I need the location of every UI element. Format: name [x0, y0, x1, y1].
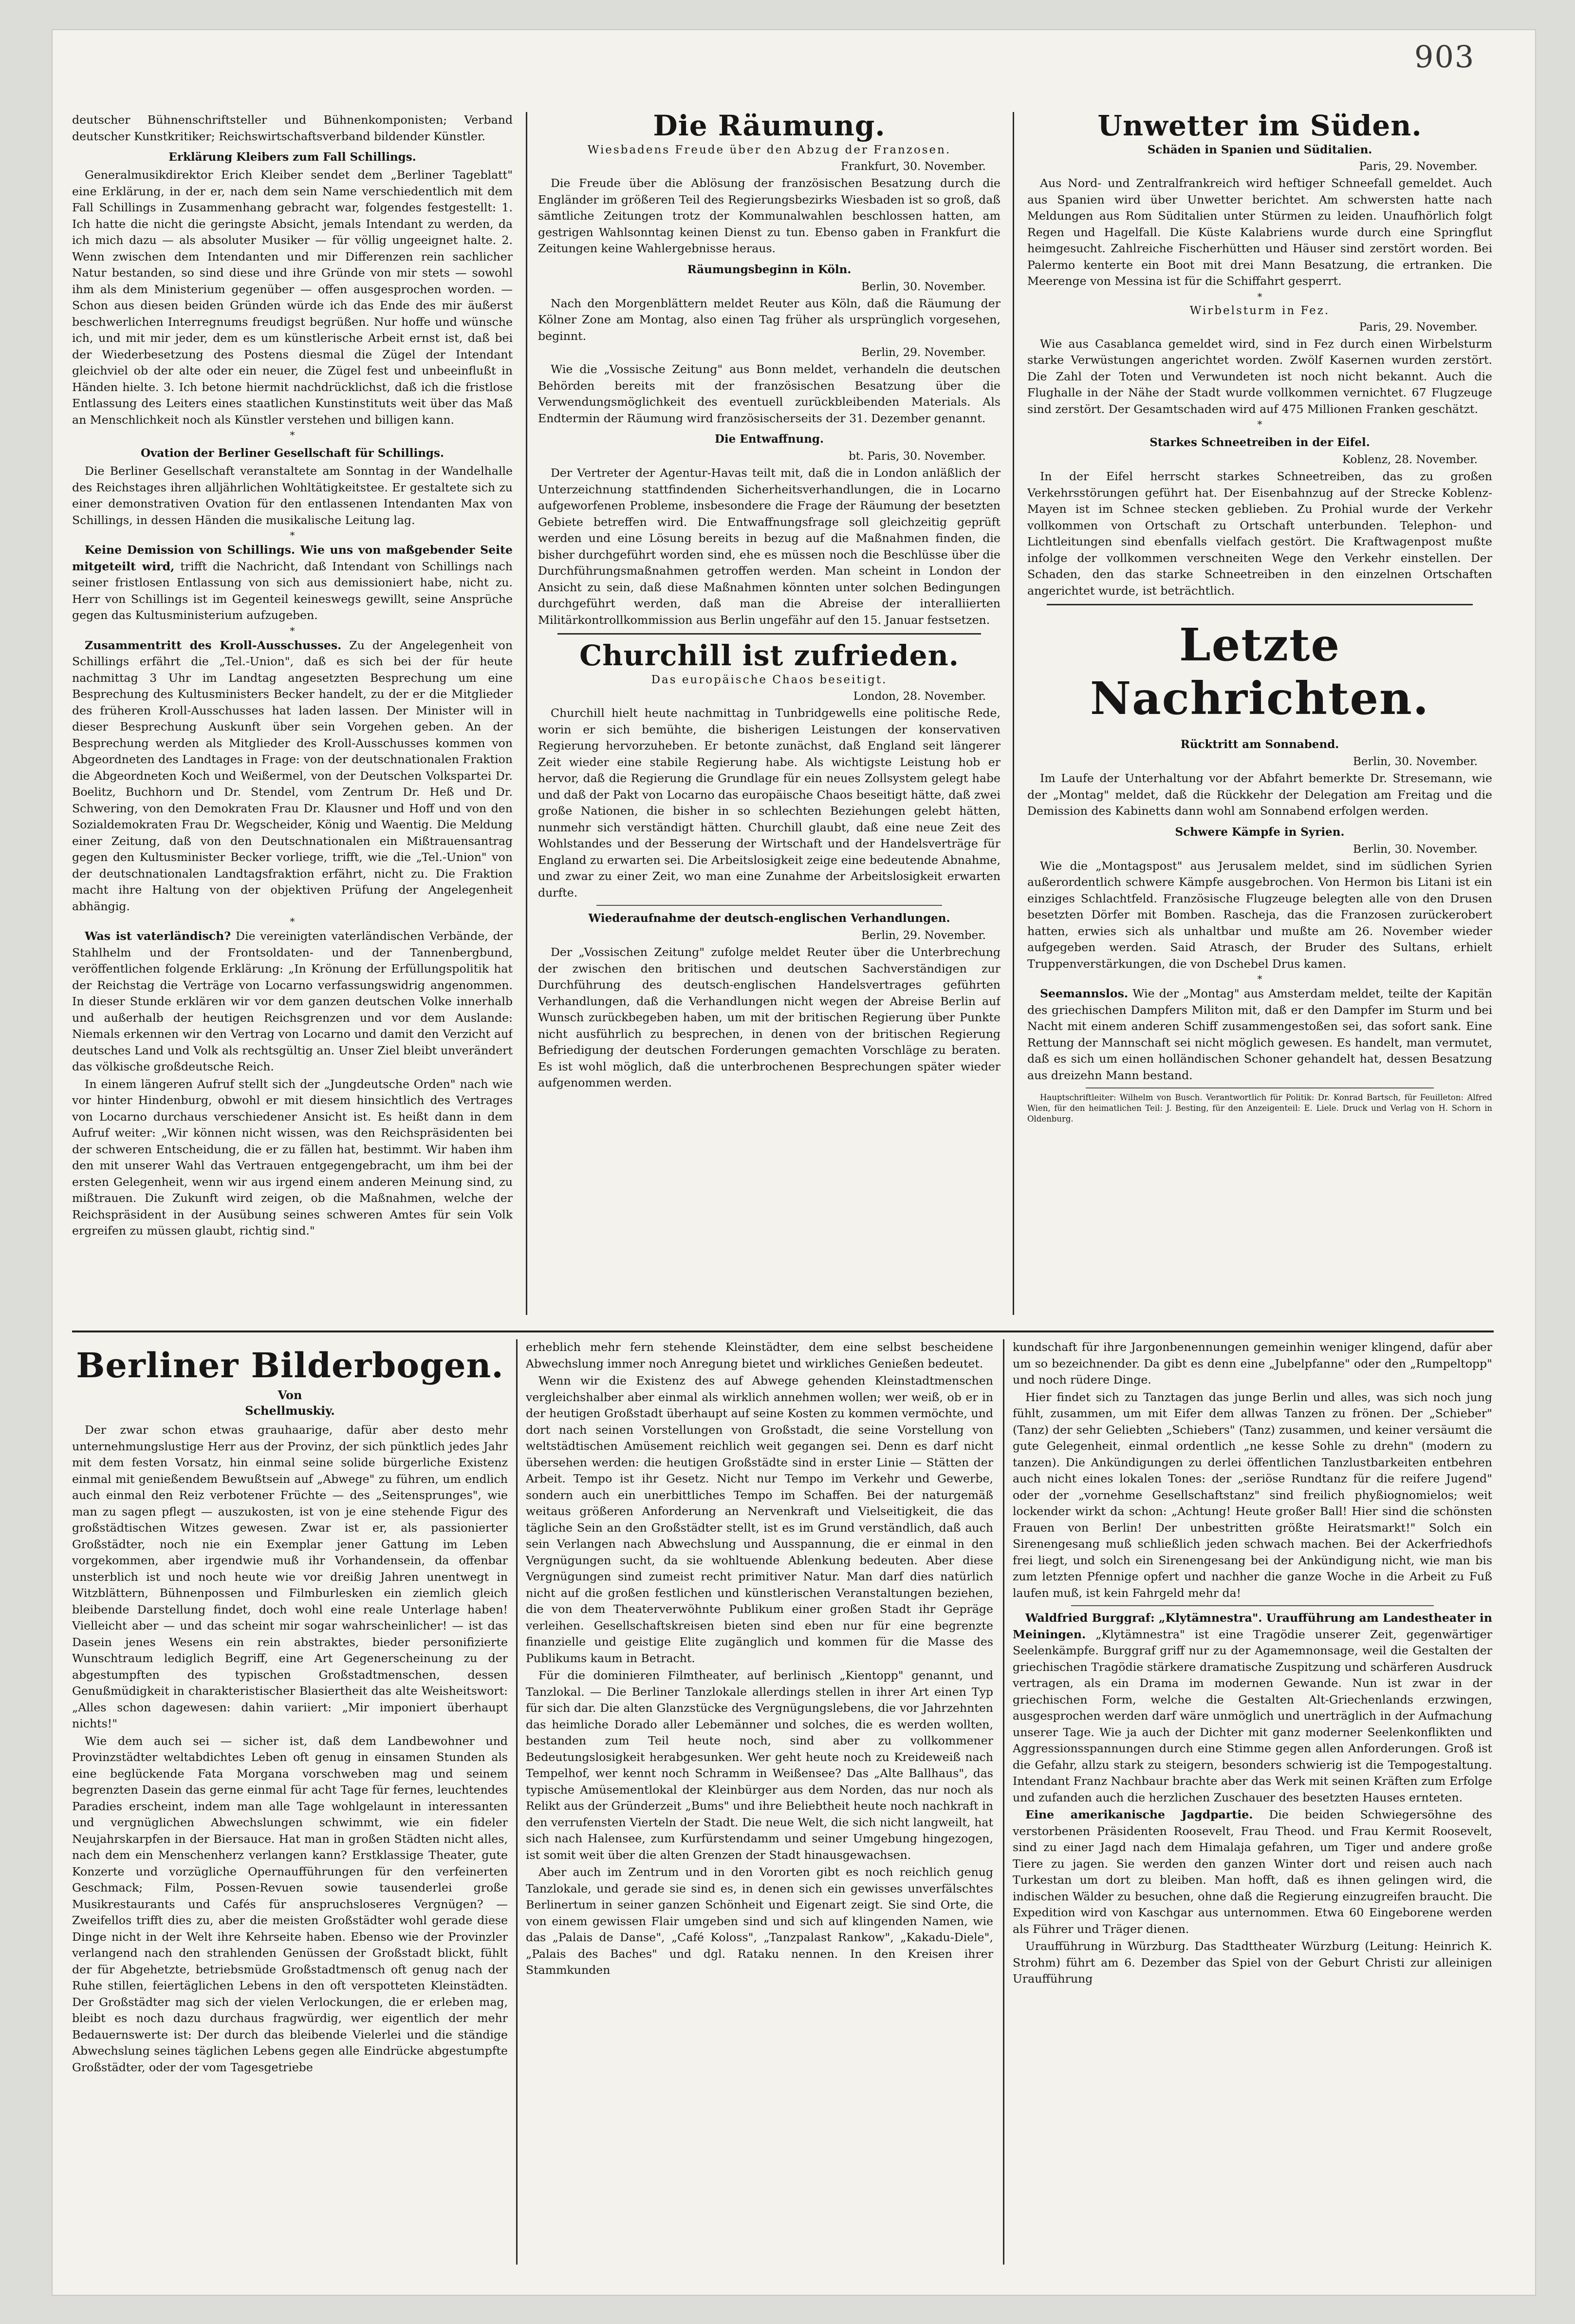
syrien-dateline: Berlin, 30. November.	[1353, 843, 1478, 856]
koeln-text-2: Wie die „Vossische Zeitung" aus Bonn meldet, verhandeln die deutschen Behörden bereits mit der französischen Besatzung über die Verwendungsmöglichkeit des eventuell zurückbleibenden Materials. Als Endtermin der Räumung wird französischerseits der 31. Dezember genannt.	[538, 362, 1001, 425]
koeln-title: Räumungsbeginn in Köln.	[687, 262, 852, 276]
fez-dateline: Paris, 29. November.	[1359, 320, 1478, 334]
eifel-title: Starkes Schneetreiben in der Eifel.	[1149, 436, 1370, 449]
bilderbogen-author: Schellmuskiy.	[245, 1404, 335, 1418]
jagdpartie-text: Die beiden Schwiegersöhne des verstorbenen Präsidenten Roosevelt, Frau Theod. und Frau Kermit Roosevelt, sind zu einer Jagd nach dem Himalaja gefahren, um Tiger und andere große Tiere zu jagen. Sie werden den ganzen Winter dort und reisen auch nach Turkestan um dort zu bleiben. Man hofft, daß es ihnen gelingen wird, die indischen Wälder zu besuchen, ohne daß die Regierung einzugreifen braucht. Die Expedition wird von Kaschgar aus unternommen. Etwa 60 Eingeborene werden als Führer und Träger dienen.	[1013, 1808, 1492, 1936]
bilderbogen-paragraph: Für die dominieren Filmtheater, auf berlinisch „Kientopp" genannt, und Tanzlokal. — Die Berliner Tanzlokale allerdings stellen in ihrer Art einen Typ für sich dar. Die alten Glanzstücke des Vergnügungslebens, die vor Jahrzehnten das heimliche Dorado aller Lebemänner und solches, die es werden wollten, bestanden zum Teil heute noch, sind aber zu vollkommener Bedeutungslosigkeit herabgesunken. Wer geht heute noch zu Kreideweiß nach Tempelhof, wer kennt noch Schramm in Weißensee? Das „Alte Ballhaus", das typische Amüsementlokal der Kleinbürger aus dem Norden, das nur noch als Relikt aus der Gründerzeit „Bums" und ihre Beliebtheit heute noch nachkraft in den verrufensten Vierteln der Stadt. Die neue Welt, die sich nicht langweilt, hat sich nach Halensee, zum Kurfürstendamm und seiner Umgebung hingezogen, ist somit weit über die alten Grenzen der Stadt hinausgewachsen.	[526, 1668, 993, 1862]
column-rule-4	[1003, 1339, 1004, 2265]
column-left	[72, 112, 513, 1320]
separator-star: *	[290, 429, 295, 441]
unwetter-subhead: Schäden in Spanien und Süditalien.	[1147, 143, 1372, 156]
bilderbogen-paragraph: kundschaft für ihre Jargonbenennungen gemeinhin weniger klingend, dafür aber um so bezeichnender. Da gibt es denn eine „Jubelpfanne" oder den „Rumpeltopp" und noch rüdere Dinge.	[1013, 1340, 1492, 1387]
column-right	[1027, 105, 1492, 1320]
churchill-dateline: London, 28. November.	[853, 690, 986, 703]
bilderbogen-paragraph: Hier findet sich zu Tanztagen das junge Berlin und alles, was sich noch jung fühlt, zusammen, um mit Eifer dem allwas Tanzen zu frönen. Der „Schieber" (Tanz) der sehr Geliebten „Schiebers" (Tanz) zusammen, und keiner versäumt die gute Gelegenheit, einmal ordentlich „ne kesse Sohle zu drehn" (modern zu tanzen). Die Ankündigungen zu derlei öffentlichen Tanzlustbarkeiten entbehren auch nicht eines lokalen Tones: der „seriöse Rundtanz für die reifere Jugend" oder der „vornehme Gesellschaftstanz" sind freilich phyßiognomielos; weit lockender wirkt da schon: „Achtung! Heute großer Ball! Hier sind die schönsten Frauen von Berlin! Der unbestritten größte Heiratsmarkt!" Solch ein Sirenengesang muß schließlich jeden schwach machen. Bei der Ackerfriedhofs frei liegt, und solch ein Sirenengesang bei der Ankündigung nicht, wie man bis zum letzten Pfennige opfert und nachher die ganze Woche in die Arbeit zu Fuß laufen muß, ist kein Fahrgeld mehr da!	[1013, 1390, 1492, 1600]
wiederaufnahme-text: Der „Vossischen Zeitung" zufolge meldet Reuter über die Unterbrechung der zwischen den britischen und deutschen Sachverständigen zur Durchführung des deutsch-englischen Handelsvertrages geführten Verhandlungen, daß die Verhandlungen nicht wegen der Abreise Berlin auf Wunsch zurückbegeben haben, um mit der britischen Regierung über Punkte nicht ausführlich zu besprechen, in denen von der britischen Regierung Befriedigung der deutschen Forderungen gemachten Vorschläge zu beraten. Es ist wohl möglich, daß die unterbrochenen Besprechungen später wieder aufgenommen werden.	[538, 945, 1001, 1089]
raeumung-text: Die Freude über die Ablösung der französischen Besatzung durch die Engländer im größeren Teil des Regierungsbezirks Wiesbaden ist so groß, daß sämtliche Zeitungen trotz der Kommunalwahlen beschlossen hatten, am gestrigen Wahlsonntag keinen Dienst zu tun. Ebenso gaben in Frankfurt die Zeitungen keine Wahlergebnisse heraus.	[538, 176, 1001, 255]
ovation-text: Die Berliner Gesellschaft veranstaltete am Sonntag in der Wandelhalle des Reichstages ihren alljährlichen Wohltätigkeitstee. Er gestaltete sich zu einer demonstrativen Ovation für den entlassenen Intendanten Max von Schillings, in dessen Händen die musikalische Leitung lag.	[72, 464, 513, 527]
separator-star: *	[290, 529, 295, 541]
entwaffnung-text: Der Vertreter der Agentur-Havas teilt mit, daß die in London anläßlich der Unterzeichnung stattfindenden Sicherheitsverhandlungen, die in Locarno aufgeworfenen Probleme, insbesondere die Frage der Räumung der besetzten Gebiete betreffen wird. Die Entwaffnungsfrage soll gleichzeitig geprüft werden und eine Lösung bereits in bezug auf die Maßnahmen finden, die bisher durchgeführt worden sind, ehe es müssen noch die Beschlüsse über die Durchführungsmaßnahmen getroffen werden. Man scheint in London der Ansicht zu sein, daß diese Maßnahmen könnten unter solchen Bedingungen durchgeführt werden, daß man die Abreise der interalliierten Militärkontrollkommission aus Berlin ungefähr auf den 15. Januar festsetzen.	[538, 466, 1001, 627]
syrien-title: Schwere Kämpfe in Syrien.	[1175, 825, 1345, 839]
vaterland-lead: Was ist vaterländisch?	[85, 929, 231, 943]
klytaemnestra-text: „Klytämnestra" ist eine Tragödie unserer Zeit, gegenwärtiger Seelenkämpfe. Burggraf griff nur zu der Agamemnonsage, weil die Gestalten der griechischen Tragödie stärkere dramatische Zuspitzung und schärferen Ausdruck vertragen, als ein Drama im modernen Gewande. Nun ist zwar in der griechischen Form, welche die Gestalten Alt-Griechenlands erzwingen, ausgesprochen werden darf wäre unmöglich und unerträglich in der Aufmachung unserer Tage. Wie ja auch der Dichter mit ganz moderner Seelenkonflikten und Aggressionsspannungen durch eine Stimme gegen allen Anforderungen. Groß ist die Gefahr, allzu stark zu steigern, besonders schwierig ist die Tempogestaltung. Intendant Franz Nachbaur brachte aber das Werk mit seinen Kräften zum Erfolge und zufanden auch die herzlichen Zuschauer des besetzten Hauses ernteten.	[1013, 1627, 1492, 1804]
article-rule	[557, 633, 981, 635]
seemann-lead: Seemannslos.	[1040, 987, 1129, 1000]
continued-fragment: deutscher Bühnenschriftsteller und Bühnenkomponisten; Verband deutscher Kunstkritiker; Reichswirtschaftsverband bildender Künstler.	[72, 113, 513, 143]
article-rule	[1047, 604, 1473, 605]
entwaffnung-title: Die Entwaffnung.	[714, 432, 824, 446]
ruecktritt-title: Rücktritt am Sonnabend.	[1180, 738, 1339, 751]
raeumung-headline: Die Räumung.	[653, 109, 886, 142]
separator-star: *	[290, 916, 295, 927]
fez-text: Wie aus Casablanca gemeldet wird, sind in Fez durch einen Wirbelsturm starke Verwüstungen angerichtet worden. Zwölf Kasernen wurden zerstört. Die Zahl der Toten und Verwundeten ist noch nicht bekannt. Auch die Flughalle in der Nähe der Stadt wurde vollkommen vernichtet. 67 Flugzeuge sind zerstört. Der Gesamtschaden wird auf 475 Millionen Franken geschätzt.	[1027, 337, 1492, 416]
separator-star: *	[1257, 418, 1262, 430]
bilderbogen-title: Berliner Bilderbogen.	[76, 1345, 504, 1386]
bilderbogen-paragraph: Aber auch im Zentrum und in den Vororten gibt es noch reichlich genug Tanzlokale, und gerade sie sind es, in denen sich ein gewisses unverfälschtes Berlinertum in seiner ganzen Schönheit und Eigenart zeigt. Sie sind Orte, die von einem gewissen Flair umgeben sind und sich auf klingenden Namen, wie das „Palais de Danse", „Café Koloss", „Tanzpalast Rankow", „Kakadu-Diele", „Palais des Baches" und dgl. Rataku nennen. In den Kreisen ihrer Stammkunden	[526, 1865, 993, 1977]
ruecktritt-dateline: Berlin, 30. November.	[1353, 755, 1478, 768]
demission-lead: Keine Demission von Schillings. Wie uns von maßgebender Seite mitgeteilt wird,	[72, 543, 513, 573]
jungdeutsch-text: In einem längeren Aufruf stellt sich der „Jungdeutsche Orden" nach wie vor hinter Hindenburg, obwohl er mit diesem hinsichtlich des Vertrages von Locarno durchaus verschiedener Ansicht ist. Es heißt dann in dem Aufruf weiter: „Wir können nicht wissen, was den Reichspräsidenten bei der schweren Entscheidung, die er zu fällen hat, bestimmt. Wir haben ihm den mit unserer Wahl das Vertrauen entgegengebracht, um ihm bei der ersten Gelegenheit, wenn wir aus irgend einem anderen Meinung sind, zu mißtrauen. Die Zukunft wird zeigen, ob die Maßnahmen, welche der Reichspräsident in der Ausübung seines schweren Amtes für sein Volk ergreifen zu müssen glaubt, richtig sind."	[72, 1077, 513, 1237]
column-rule-1	[526, 112, 527, 1315]
syrien-text: Wie die „Montagspost" aus Jerusalem meldet, sind im südlichen Syrien außerordentlich schwere Kämpfe ausgebrochen. Von Hermon bis Litani ist ein einziges Schlachtfeld. Französische Flugzeuge belegten alle von den Drusen besetzten Dörfer mit Bomben. Rascheja, das die Franzosen zurückerobert hatten, erwies sich als unhaltbar und mußte am 26. November wieder aufgegeben werden. Said Atrasch, der Bruder des Sultans, erhielt Truppenverstärkungen, die von Dschebel Drus kamen.	[1027, 859, 1492, 971]
demission-text: trifft die Nachricht, daß Intendant von Schillings nach seiner fristlosen Entlassung von sich aus demissioniert habe, nicht zu. Herr von Schillings ist im Gegenteil keineswegs gewillt, seine Ansprüche gegen das Kultusministerium aufzugeben.	[72, 559, 513, 622]
koeln-dateline-2: Berlin, 29. November.	[861, 346, 986, 359]
koeln-text: Nach den Morgenblättern meldet Reuter aus Köln, daß die Räumung der Kölner Zone am Montag, also einen Tag früher als ursprünglich vorgesehen, beginnt.	[538, 296, 1001, 343]
wiederaufnahme-title: Wiederaufnahme der deutsch-englischen Verhandlungen.	[588, 912, 950, 925]
article-rule	[1071, 1605, 1434, 1606]
page-number: 903	[1414, 39, 1475, 75]
separator-star: *	[1257, 973, 1262, 985]
wiederaufnahme-dateline: Berlin, 29. November.	[861, 929, 986, 942]
koeln-dateline: Berlin, 30. November.	[861, 280, 986, 293]
unwetter-headline: Unwetter im Süden.	[1097, 109, 1422, 142]
separator-star: *	[1257, 290, 1262, 302]
ovation-title: Ovation der Berliner Gesellschaft für Schillings.	[141, 447, 444, 460]
bilderbogen-column-1	[72, 1339, 508, 2265]
page-section-rule	[72, 1331, 1494, 1332]
impressum: Hauptschriftleiter: Wilhelm von Busch. Verantwortlich für Politik: Dr. Konrad Bartsch, für Feuilleton: Alfred Wien, für den heimatlichen Teil: J. Besting, für den Anzeigenteil: E. Liele. Druck und Verlag von H. Schorn in Oldenburg.	[1027, 1093, 1492, 1124]
unwetter-text: Aus Nord- und Zentralfrankreich wird heftiger Schneefall gemeldet. Auch aus Spanien wird über Unwetter berichtet. Am schwersten hatte nach Meldungen aus Rom Süditalien unter Stürmen zu leiden. Unaufhörlich folgt Regen und Hagelfall. Die Küste Kalabriens wurde durch eine Springflut heimgesucht. Zahlreiche Fischerhütten und Häuser sind zerstört worden. Bei Palermo kenterte ein Boot mit drei Mann Besatzung, die ertranken. Die Meerenge von Messina ist für die Schiffahrt gesperrt.	[1027, 176, 1492, 288]
bilderbogen-paragraph: Der zwar schon etwas grauhaarige, dafür aber desto mehr unternehmungslustige Herr aus der Provinz, der sich pünktlich jedes Jahr mit dem festen Vorsatz, hin einmal seine solide bürgerliche Existenz einmal mit genießendem Bewußtsein auf „Abwege" zu führen, um endlich auch einmal den Reiz verbotener Früchte — des „Seitensprunges", wie man zu sagen pflegt — auszukosten, ist von je eine stehende Figur des großstädtischen Witzes gewesen. Zwar ist er, als passionierter Großstädter, noch nie ein Exemplar jener Gattung im Leben vorgekommen, aber irgendwie muß ihr Vorhandensein, da offenbar unsterblich ist und noch heute wie vor dreißig Jahren unentwegt in Witzblättern, Bühnenpossen und Filmburlesken ein ziemlich gleich bleibende Darstellung findet, doch wohl eine reale Unterlage haben! Vielleicht aber — und das scheint mir sogar wahrscheinlicher! — ist das Dasein jenes Wesens ein rein abstraktes, bieder personifizierte Wunschtraum lediglich Begriff, eine Art Gegenerscheinung zu der abgestumpften des typischen Großstadtmenschen, dessen Genußmüdigkeit in charakteristischer Blasiertheit das alte Weisheitswort: „Alles schon dagewesen: dahin variiert: „Mir imponiert überhaupt nichts!"	[72, 1423, 508, 1730]
separator-star: *	[290, 624, 295, 637]
bilderbogen-von: Von	[278, 1388, 302, 1402]
kleiber-text: Generalmusikdirektor Erich Kleiber sendet dem „Berliner Tageblatt" eine Erklärung, in der er, nach dem sein Name verschiedentlich mit dem Fall Schillings in Zusammenhang gebracht war, folgendes festgestellt: 1. Ich hatte die nicht die geringste Absicht, jemals Intendant zu werden, da ich mich dazu — als absoluter Musiker — für völlig ungeeignet halte. 2. Wenn zwischen dem Intendanten und mir Differenzen rein sachlicher Natur bestanden, so sind diese und ihre Gründe von mir stets — sowohl ihm als dem Ministerium gegenüber — offen ausgesprochen worden. — Schon aus diesen beiden Gründen würde ich das Ende des mir äußerst beschwerlichen Interregnums freudigst begrüßen. Nur hoffe und wünsche ich, und mit mir jeder, dem es um künstlerische Arbeit ernst ist, daß bei der Wiederbesetzung des Postens diesmal die Zügel der Intendant gleichviel ob der alte oder ein neuer, die Zügel fest und unbeeinflußt in Händen hielte. 3. Ich betone hiermit nachdrücklichst, daß ich die fristlose Entlassung des Leiters eines staatlichen Kunstinstituts weit über das Maß an Menschlichkeit noch als Künstler verstehen und billigen kann.	[72, 168, 513, 427]
bilderbogen-paragraph: erheblich mehr fern stehende Kleinstädter, dem eine selbst bescheidene Abwechslung immer noch Anregung bietet und wirkliches Genießen bedeutet.	[526, 1340, 993, 1370]
bilderbogen-column-3	[1013, 1339, 1492, 2265]
bilderbogen-column-2	[526, 1339, 993, 2265]
eifel-text: In der Eifel herrscht starkes Schneetreiben, das zu großen Verkehrsstörungen geführt hat. Der Eisenbahnzug auf der Strecke Koblenz-Mayen ist im Schnee stecken geblieben. Zu Prohial wurde der Verkehr vollkommen von Ortschaft zu Ortschaft unterbunden. Telephon- und Lichtleitungen sind ebenfalls vielfach gestört. Die Kraftwagenpost mußte infolge der vollkommen verschneiten Wege den Verkehr einstellen. Der Schaden, den das starke Schneetreiben in den einzelnen Ortschaften angerichtet wurde, ist beträchtlich.	[1027, 469, 1492, 598]
wuerzburg-text: Uraufführung in Würzburg. Das Stadttheater Würzburg (Leitung: Heinrich K. Strohm) führt am 6. Dezember das Spiel von der Geburt Christi zur alleinigen Uraufführung	[1013, 1939, 1492, 1986]
kroll-lead: Zusammentritt des Kroll-Ausschusses.	[85, 638, 342, 652]
letzte-nachrichten-headline: Letzte Nachrichten.	[1090, 618, 1429, 725]
kroll-text: Zu der Angelegenheit von Schillings erfährt die „Tel.-Union", daß es sich bei der für heute nachmittag 3 Uhr im Landtag angesetzten Besprechung um eine Besprechung des Kultusministers Becker handelt, zu der er die Mitglieder des früheren Kroll-Ausschusses hat laden lassen. Der Minister will in dieser Besprechung Auskunft über sein Vorgehen geben. An der Besprechung werden als Mitglieder des Kroll-Ausschusses kommen von Abgeordneten des Landtages in Frage: von der deutschnationalen Fraktion die Abgeordneten Koch und Weißermel, von der Deutschen Volkspartei Dr. Boelitz, Buchhorn und Dr. Stendel, vom Zentrum Dr. Heß und Dr. Schwering, von den Demokraten Frau Dr. Klausner und Hoff und von den Sozialdemokraten Frau Dr. Wegscheider, König und Waentig. Die Meldung einer Zeitung, daß von den Deutschnationalen ein Mißtrauensantrag gegen den Kultusminister Becker vorliege, trifft, wie die „Tel.-Union" von der deutschnationalen Landtagsfraktion erfährt, nicht zu. Die Fraktion macht ihre Haltung von der objektiven Prüfung der Angelegenheit abhängig.	[72, 638, 513, 913]
column-rule-3	[516, 1339, 518, 2265]
ruecktritt-text: Im Laufe der Unterhaltung vor der Abfahrt bemerkte Dr. Stresemann, wie der „Montag" meldet, daß die Rückkehr der Delegation am Freitag und die Demission des Kabinetts dann wohl am Sonnabend erfolgen werden.	[1027, 771, 1492, 818]
raeumung-subhead: Wiesbadens Freude über den Abzug der Franzosen.	[587, 144, 951, 156]
vaterland-text: Die vereinigten vaterländischen Verbände, der Stahlhelm und der Frontsoldaten- und der Tannenbergbund, veröffentlichen folgende Erklärung: „In Krönung der Erfüllungspolitik hat der Reichstag die Verträge von Locarno verfassungswidrig angenommen. In dieser Stunde erklären wir vor dem ganzen deutschen Volke innerhalb und außerhalb der heutigen Reichsgrenzen und vor dem Auslande: Niemals erkennen wir den Vertrag von Locarno und damit den Verzicht auf deutsches Land und Volk als rechtsgültig an. Unser Ziel bleibt unverändert das völkische großdeutsche Reich.	[72, 929, 513, 1073]
unwetter-dateline: Paris, 29. November.	[1359, 160, 1478, 173]
column-rule-2	[1013, 112, 1014, 1315]
eifel-dateline: Koblenz, 28. November.	[1342, 453, 1478, 466]
jagdpartie-lead: Eine amerikanische Jagdpartie.	[1025, 1808, 1253, 1821]
bilderbogen-paragraph: Wenn wir die Existenz des auf Abwege gehenden Kleinstadtmenschen vergleichshalber aber einmal als wirklich annehmen wollen; wer weiß, ob er in der heutigen Großstadt überhaupt auf seine Kosten zu kommen vermöchte, und dort nach seinen Vorstellungen von Großstadt, die seine Vorstellung von weltstädtischen Amüsement reichlich weit gegangen sei. Denn es darf nicht übersehen werden: die heutigen Großstädte sind in erster Linie — Stätten der Arbeit. Tempo ist ihr Gesetz. Nicht nur Tempo im Verkehr und Gewerbe, sondern auch ein unerbittliches Tempo im Schaffen. Bei der naturgemäß weitaus größeren Anforderung an Nervenkraft und Vielseitigkeit, die das tägliche Sein an den Großstädter stellt, ist es im Grund verständlich, daß auch sein Verlangen nach Abwechslung und Ausspannung, die er einmal in den Vergnügungen sucht, da sie wohltuende Ablenkung bedeuten. Aber diese Vergnügungen sind zumeist recht primitiver Natur. Man darf dies natürlich nicht auf die großen festlichen und künstlerischen Veranstaltungen beziehen, die von dem Theaterverwöhnte Publikum einer großen Stadt ihr Gepräge verleihen. Gesellschaftskreisen bieten sind eben nur für eine begrenzte finanzielle und geistige Elite zugänglich und kommen für die Masse des Publikums kaum in Betracht.	[526, 1374, 993, 1665]
fez-title: Wirbelsturm in Fez.	[1189, 304, 1330, 317]
churchill-text: Churchill hielt heute nachmittag in Tunbridgewells eine politische Rede, worin er sich bemühte, die bisherigen Leistungen der konservativen Regierung hervorzuheben. Er betonte zunächst, daß England seit längerer Zeit wieder eine stabile Regierung habe. Als wichtigste Leistung hob er hervor, daß die Regierung die Grundlage für ein neues Zollsystem gelegt habe und daß der Pakt von Locarno das europäische Chaos beseitigt hätte, daß zwei große Nationen, die bisher in so schlechten Beziehungen gelebt hätten, nunmehr sich verständigt hätten. Churchill glaubt, daß eine neue Zeit des Wohlstandes und der Besserung der Wirtschaft und der Handelsverträge für England zu erwarten sei. Die Arbeitslosigkeit zeige eine bedeutende Abnahme, und zwar zu einer Zeit, wo man eine Zunahme der Arbeitslosigkeit erwarten durfte.	[538, 706, 1001, 900]
seemann-text: Wie der „Montag" aus Amsterdam meldet, teilte der Kapitän des griechischen Dampfers Militon mit, daß er den Dampfer im Sturm und bei Nacht mit einem anderen Schiff zusammengestoßen sei, das sofort sank. Eine Rettung der Mannschaft sei nicht möglich gewesen. Es handelt, man vermutet, daß es sich um einen holländischen Schoner gehandelt hat, dessen Besatzung aus dreizehn Mann bestand.	[1027, 987, 1492, 1082]
bilderbogen-paragraph: Wie dem auch sei — sicher ist, daß dem Landbewohner und Provinzstädter weltabdichtes Leben oft genug in einsamen Stunden als eine beglückende Fata Morgana vorschweben mag und seinem begrenzten Dasein das gerne einmal für acht Tage für fernes, leuchtendes Paradies erscheint, indem man alle Tage wohlgelaunt in interessanten und vergnüglichen Abwechslungen schwimmt, wie ein fideler Neujahrskarpfen in der Biersauce. Hat man in großen Städten nicht alles, nach dem ein Menschenherz verlangen kann? Erstklassige Theater, gute Konzerte und vorzügliche Opernaufführungen für den verfeinerten Geschmack; Film, Possen-Revuen sowie tausenderlei große Musikrestaurants und Cafés für anspruchsloseres Vergnügen? — Zweifellos trifft dies zu, aber die meisten Großstädter wohl gerade diese Dinge nicht in der Welt ihre Kehrseite haben. Ebenso wie der Provinzler verlangend nach den strahlenden Genüssen der Großstadt blickt, fühlt der für Abgehetzte, betriebsmüde Großstadtmensch oft genug nach der Ruhe stillen, feiertäglichen Lebens in den oft verspotteten Kleinstädten. Der Großstädter mag sich der vielen Verlockungen, die er erleben mag, bleibt es noch dazu durchaus fragwürdig, wer eigentlich der mehr Bedauernswerte ist: Der durch das bleibende Vielerlei und die ständige Abwechslung seines täglichen Lebens gegen alle Eindrücke abgestumpfte Großstädter, oder der vom Tagesgetriebe	[72, 1734, 508, 2074]
raeumung-dateline: Frankfurt, 30. November.	[841, 160, 986, 173]
impressum-rule	[1086, 1087, 1434, 1088]
article-rule	[596, 905, 942, 906]
column-middle	[538, 105, 1001, 1320]
entwaffnung-dateline: bt. Paris, 30. November.	[849, 450, 986, 463]
churchill-subhead: Das europäische Chaos beseitigt.	[651, 674, 888, 686]
churchill-headline: Churchill ist zufrieden.	[579, 639, 959, 672]
kleiber-title: Erklärung Kleibers zum Fall Schillings.	[168, 150, 416, 164]
klytaemnestra-lead: Waldfried Burggraf: „Klytämnestra". Uraufführung am Landestheater in Meiningen.	[1013, 1611, 1492, 1641]
